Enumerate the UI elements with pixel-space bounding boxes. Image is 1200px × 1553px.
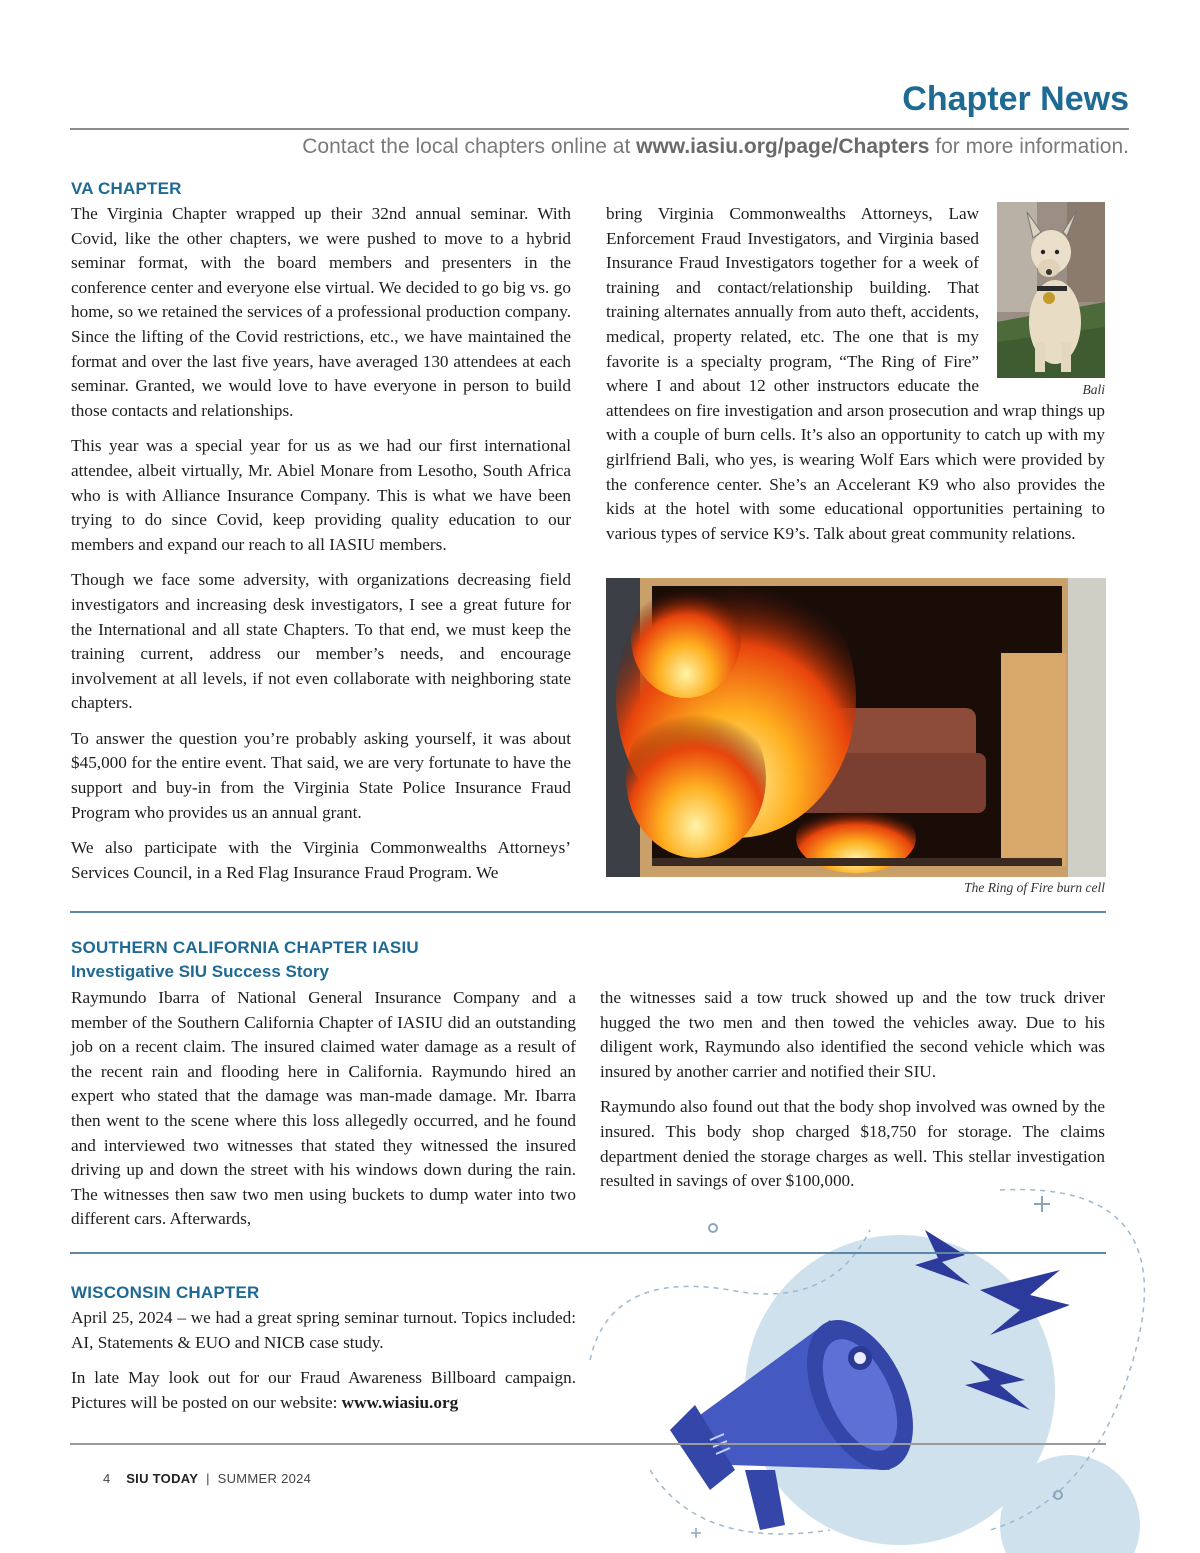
burn-cell-illustration [606,578,1106,877]
footer-separator: | [206,1471,210,1486]
socal-right-column [600,986,1105,1194]
publication-name: SIU TODAY [126,1471,199,1486]
va-paragraph: To answer the question you’re probably asking yourself, it was about $45,000 for the entire event. That said, we are very fortunate to have the support and buy-in from the Virginia State Police Insurance Fraud Program who provides us an annual grant. [71,728,571,822]
socal-paragraph: Raymundo also found out that the body shop involved was owned by the insured. This body shop charged $18,750 for storage. The claims department denied the storage charges as well. This stellar investigation resulted in savings of over $100,000. [600,1097,1105,1191]
va-paragraph: This year was a special year for us as we had our first international attendee, albeit virtually, Mr. Abiel Monare from Lesotho, South Africa who is with Alliance Insurance Company. This is what we have been trying to do since Covid, keep providing quality education to our members and expand our reach to all IASIU members. [71,436,571,554]
page-title: Chapter News [902,80,1129,118]
plus-icon [1034,1196,1050,1212]
socal-left-column [71,986,576,1232]
fire-photo [606,578,1106,877]
footer-divider [70,1443,1106,1445]
dog-photo-caption: Bali [1082,382,1105,397]
section-divider [70,1252,1106,1254]
issue-label: SUMMER 2024 [217,1471,312,1486]
fire-photo-caption: The Ring of Fire burn cell [964,880,1105,895]
dog-illustration [997,202,1105,378]
socal-paragraph: Raymundo Ibarra of National General Insurance Company and a member of the Southern California Chapter of IASIU did an outstanding job on a recent claim. The insured claimed water damage as a result of the recent rain and flooding here in California. Raymundo hired an expert who stated that the damage was man-made damage. Mr. Ibarra then went to the scene where this loss allegedly occurred, and he found and interviewed two witnesses that stated they witnessed the insured driving up and down the street with his windows down during the rain. The witnesses then saw two men using buckets to dump water into two different cars. Afterwards, [71,988,576,1229]
contact-url-link[interactable]: www.iasiu.org/page/Chapters [636,135,930,158]
wi-paragraph: April 25, 2024 – we had a great spring seminar turnout. Topics included: AI, Statements & EUO and NICB case study. [71,1308,576,1352]
wi-website-link[interactable]: www.wiasiu.org [341,1392,459,1412]
plus-icon [691,1528,701,1538]
page-number: 4 [103,1471,111,1486]
decor-ring [709,1224,717,1232]
contact-suffix: for more information. [929,135,1129,158]
va-paragraph: The Virginia Chapter wrapped up their 32nd annual seminar. With Covid, like the other chapters, we were pushed to move to a hybrid seminar format, with the board members and presenters in the conference center and everyone else virtual. We decided to go big vs. go home, so we retained the services of a professional production company. Since the lifting of the Covid restrictions, etc., we have maintained the format and over the last five years, have averaged 130 attendees at each seminar. Granted, we would love to have everyone in person to build those contacts and relationships. [71,204,571,420]
wi-chapter-heading: WISCONSIN CHAPTER [71,1283,260,1302]
va-chapter-heading: VA CHAPTER [71,179,182,198]
wi-column [71,1306,576,1415]
contact-line [302,135,1129,159]
dog-photo [997,202,1105,378]
footer [103,1471,311,1486]
va-left-column [71,202,571,885]
socal-subheading: Investigative SIU Success Story [71,962,329,981]
va-paragraph: Though we face some adversity, with organizations decreasing field investigators and increasing desk investigators, I see a great future for the International and all state Chapters. To that end, we must keep the training current, address our member’s needs, and encourage involvement at all levels, if not even collaborate with neighboring state chapters. [71,570,571,713]
wi-paragraph-text: In late May look out for our Fraud Awareness Billboard campaign. Pictures will be posted on our website: [71,1368,576,1412]
section-divider [70,911,1106,913]
megaphone-illustration [570,1170,1200,1553]
socal-chapter-heading: SOUTHERN CALIFORNIA CHAPTER IASIU [71,938,419,957]
va-paragraph: We also participate with the Virginia Commonwealths Attorneys’ Services Council, in a Red Flag Insurance Fraud Program. We [71,838,571,882]
va-continued-paragraph: bring Virginia Commonwealths Attorneys, Law Enforcement Fraud Investigators, and Virginia based Insurance Fraud Investigators together for a week of training and contact/relationship building. That training alternates annually from auto theft, accidents, medical, property related, etc. The one that is my favorite is a specialty program, “The Ring of Fire” where I and about 12 other instructors educate the attendees on fire investigation and arson prosecution and wrap things up with a couple of burn cells. It’s also an opportunity to catch up with my girlfriend Bali, who yes, is wearing Wolf Ears which were provided by the conference center. She’s an Accelerant K9 who also provides the kids at the hotel with some educational opportunities pertaining to various types of service K9’s. Talk about great community relations. [606,204,1105,543]
contact-prefix: Contact the local chapters online at [302,135,637,158]
socal-paragraph: the witnesses said a tow truck showed up and the tow truck driver hugged the two men and then towed the vehicles away. Due to his diligent work, Raymundo also identified the second vehicle which was insured by another carrier and notified their SIU. [600,988,1105,1081]
wi-paragraph [71,1366,576,1415]
title-divider [70,128,1129,130]
